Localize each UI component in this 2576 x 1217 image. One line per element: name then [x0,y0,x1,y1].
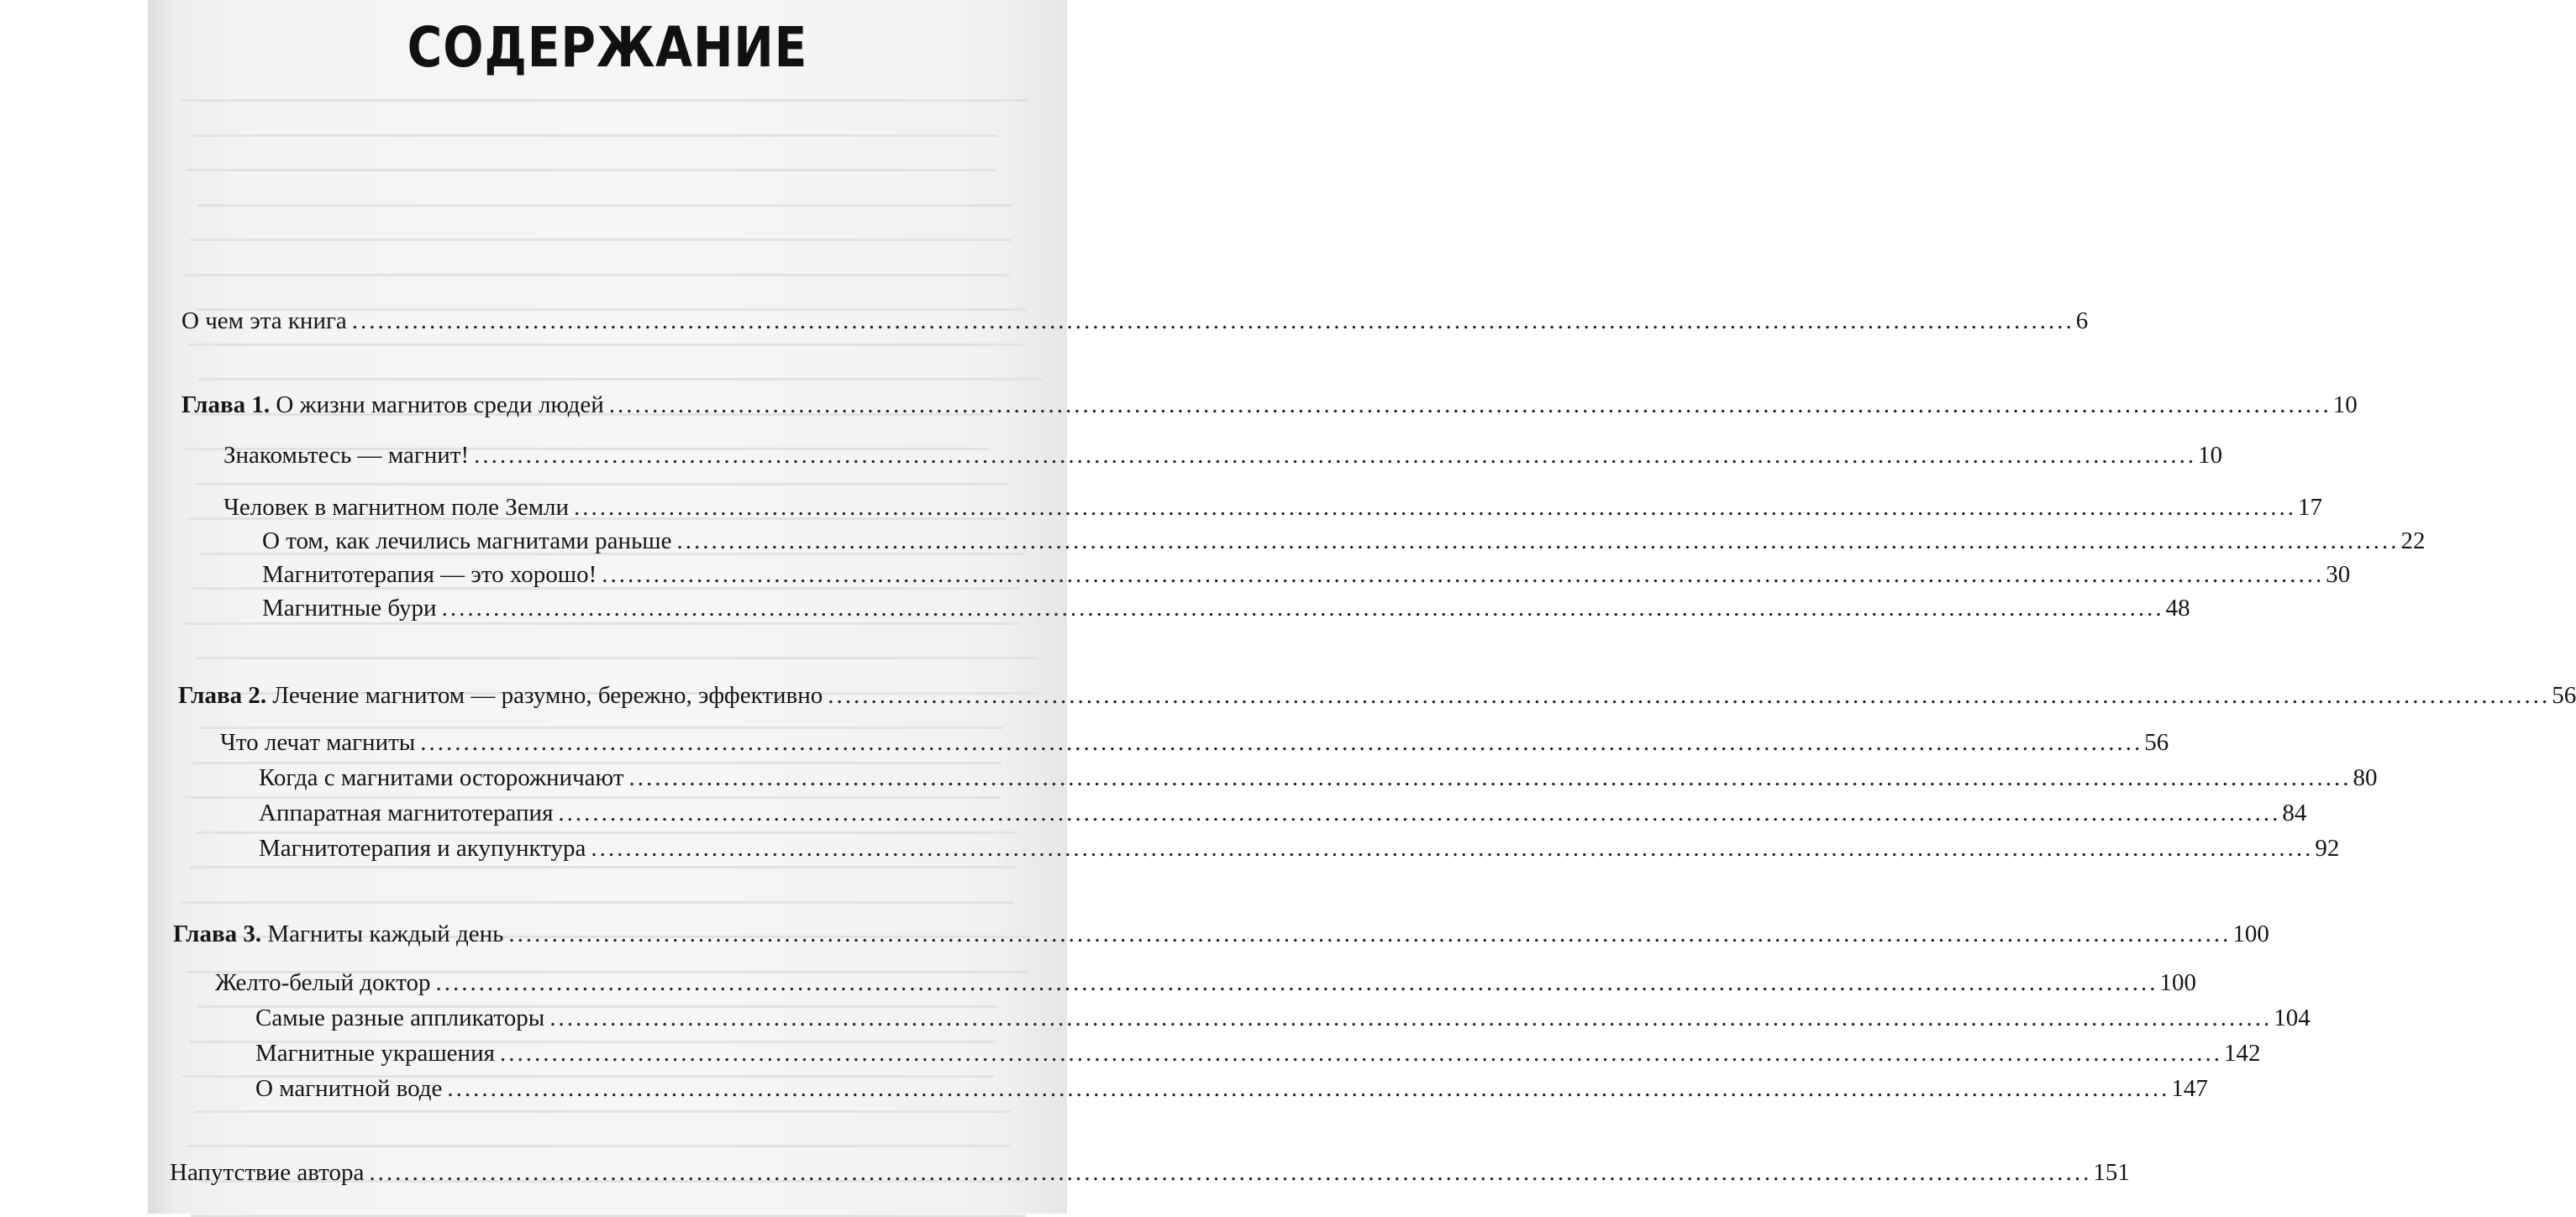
page-number: 56 [2552,682,2576,709]
entry-title: О жизни магнитов среди людей [270,391,604,418]
book-page [148,0,2576,1214]
page-number: 100 [2232,921,2269,947]
toc-entry [178,682,2576,712]
page-number: 17 [2298,494,2323,521]
page-number: 147 [2171,1075,2208,1102]
dot-leader: ........................................................................................................................................................................................................ [591,835,2314,862]
entry-title: Магнитотерапия — это хорошо! [262,561,597,588]
toc-entry [181,391,2358,422]
entry-title: Лечение магнитом — разумно, бережно, эффективно [266,682,823,709]
toc-entry [255,1005,2311,1035]
dot-leader: ........................................................................................................................................................................................................ [474,442,2197,469]
chapter-prefix: Глава 1. [181,391,271,418]
entry-title: Магнитные украшения [255,1040,495,1067]
page-number: 84 [2282,800,2307,826]
chapter-prefix: Глава 3. [173,921,262,947]
page-number: 151 [2093,1159,2130,1186]
toc-entry [255,1075,2208,1105]
entry-title: Аппаратная магнитотерапия [259,800,554,826]
entry-title: Магнитотерапия и акупунктура [259,835,586,862]
show-through-line [193,134,997,137]
page-number: 80 [2353,764,2378,791]
show-through-line [196,657,1038,659]
toc-entry [173,921,2269,951]
toc-entry [262,527,2426,558]
dot-leader: ........................................................................................................................................................................................................ [499,1040,2222,1067]
dot-leader: ........................................................................................................................................................................................................ [420,729,2143,756]
entry-title: Магнитные бури [262,595,437,622]
toc-entry [223,494,2323,524]
chapter-prefix: Глава 2. [178,682,267,709]
page-title: СОДЕРЖАНИЕ [407,15,808,80]
dot-leader: ........................................................................................................................................................................................................ [447,1075,2170,1102]
toc-entry [262,595,2190,625]
dot-leader: ........................................................................................................................................................................................................ [558,800,2281,826]
dot-leader: ........................................................................................................................................................................................................ [549,1005,2273,1031]
page-number: 10 [2198,442,2223,469]
toc-entry [259,764,2378,795]
show-through-line [197,831,1017,834]
dot-leader: ........................................................................................................................................................................................................ [508,921,2232,947]
show-through-line [185,796,1000,799]
show-through-line [197,204,1013,207]
page-number: 142 [2223,1040,2261,1067]
page-number: 100 [2159,969,2197,996]
dot-leader: ........................................................................................................................................................................................................ [828,682,2551,709]
toc-entry [255,1040,2261,1070]
dot-leader: ........................................................................................................................................................................................................ [574,494,2297,521]
dot-leader: ........................................................................................................................................................................................................ [441,595,2164,622]
dot-leader: ........................................................................................................................................................................................................ [351,307,2074,334]
entry-title: Магниты каждый день [261,921,504,947]
entry-title: О чем эта книга [181,307,347,334]
entry-title: Желто-белый доктор [215,969,431,996]
toc-entry [259,800,2307,830]
entry-title: Самые разные аппликаторы [255,1005,545,1031]
toc-entry [259,835,2340,865]
dot-leader: ........................................................................................................................................................................................................ [608,391,2332,418]
show-through-line [198,378,1044,380]
toc-entry [220,729,2169,759]
dot-leader: ........................................................................................................................................................................................................ [369,1159,2092,1186]
page-number: 10 [2332,391,2358,418]
toc-entry [223,442,2223,472]
toc-entry [262,561,2351,591]
show-through-line [186,169,996,171]
show-through-line [189,866,1016,868]
entry-title: Что лечат магниты [220,729,416,756]
dot-leader: ........................................................................................................................................................................................................ [435,969,2158,996]
show-through-line [194,1110,1012,1113]
entry-title: Когда с магнитами осторожничают [259,764,624,791]
dot-leader: ........................................................................................................................................................................................................ [676,527,2400,554]
show-through-line [195,483,1007,485]
entry-title: Напутствие автора [170,1159,365,1186]
entry-title: Знакомьтесь — магнит! [223,442,470,469]
page-number: 22 [2400,527,2426,554]
dot-leader: ........................................................................................................................................................................................................ [628,764,2352,791]
show-through-line [187,1145,1010,1147]
page-number: 48 [2165,595,2190,622]
show-through-line [181,99,1030,102]
toc-entry [215,969,2197,999]
entry-title: О том, как лечились магнитами раньше [262,527,672,554]
page-number: 104 [2274,1005,2311,1031]
toc-entry [170,1159,2130,1189]
entry-title: О магнитной воде [255,1075,443,1102]
show-through-line [181,901,1014,904]
show-through-line [187,344,1026,346]
entry-title: Человек в магнитном поле Земли [223,494,570,521]
page-number: 56 [2144,729,2169,756]
dot-leader: ........................................................................................................................................................................................................ [602,561,2325,588]
show-through-line [190,239,1012,241]
page-number: 30 [2326,561,2351,588]
page-number: 6 [2075,307,2089,334]
toc-entry [181,307,2089,338]
page-number: 92 [2315,835,2340,862]
show-through-line [182,274,1010,276]
